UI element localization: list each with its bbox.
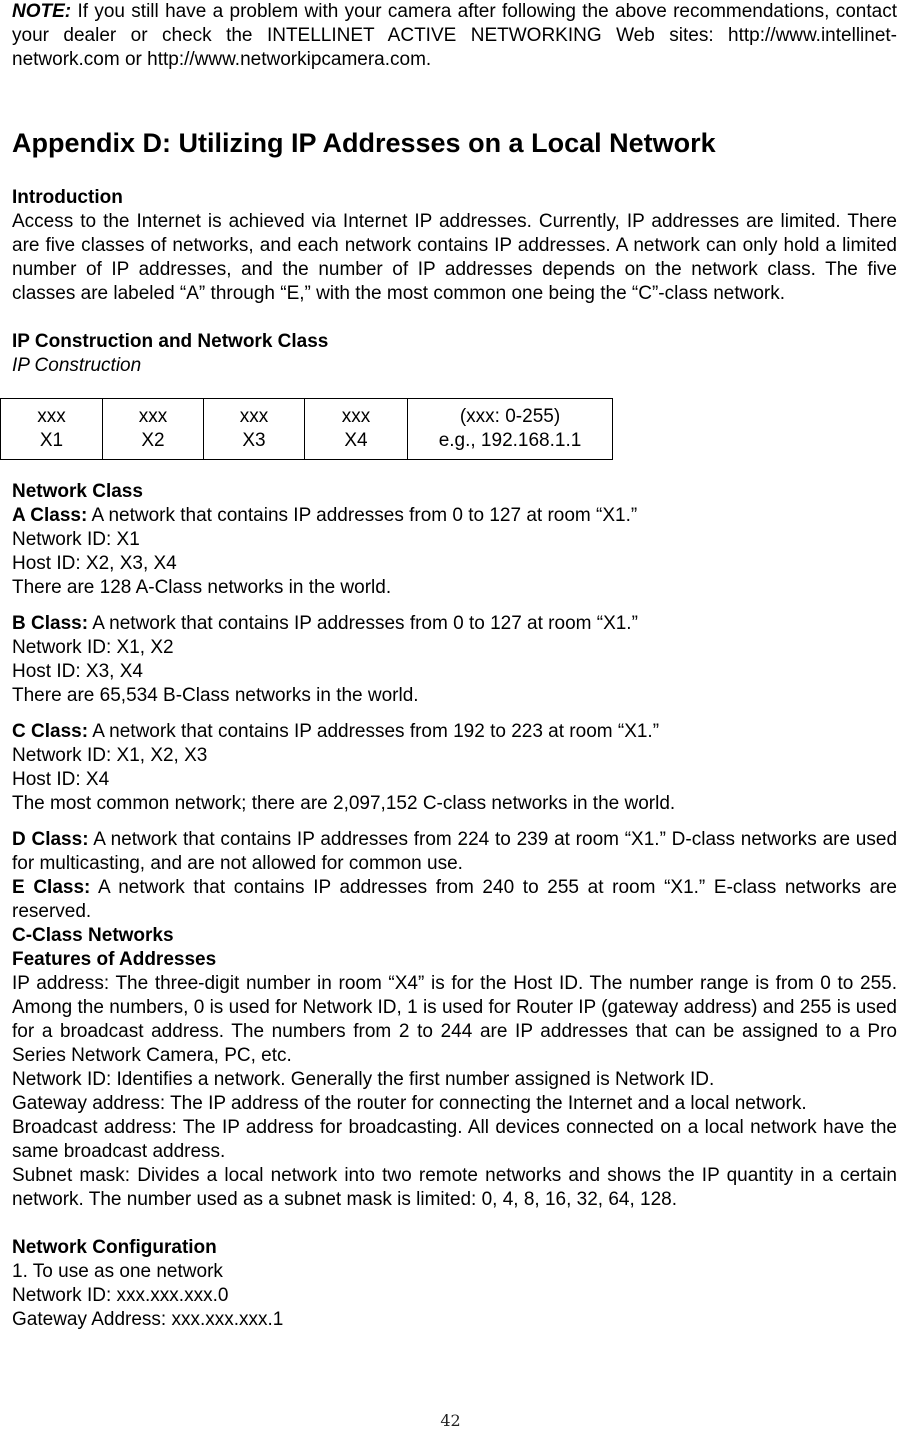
a-class-network-id: Network ID: X1 [12,529,140,550]
note-text: If you still have a problem with your camera after following the above recommendations, contact your dealer or check the INTELLINET ACTIVE NETWORKING Web sites: http://www.intellinet-network.com or http://www.networkipcamera.com. [12,1,897,70]
document-page [12,0,897,1332]
introduction-text: Access to the Internet is achieved via Internet IP addresses. Currently, IP addresses are limited. There are five classes of networks, and each network contains IP addresses. A network can only hold a limited number of IP addresses, and the number of IP addresses depends on the network class. The five classes are labeled “A” through “E,” with the most common one being the “C”-class network. [12,211,897,304]
cell-top: xxx [37,406,66,427]
network-class-heading: Network Class [12,481,143,502]
c-class-desc [12,720,897,744]
d-class-block [12,828,897,876]
ip-address-desc: IP address: The three-digit number in room “X4” is for the Host ID. The number range is from 0 to 255. Among the numbers, 0 is used for Network ID, 1 is used for Router IP (gateway address) and 255 is used for a broadcast address. The numbers from 2 to 244 are IP addresses that can be assigned to a Pro Series Network Camera, PC, etc. [12,973,897,1066]
cell-bottom: X3 [242,430,266,451]
ip-construction-subheading: IP Construction [12,355,142,376]
cell-bottom: X4 [344,430,368,451]
c-class-block [12,720,897,816]
c-class-networks-heading: C-Class Networks [12,925,174,946]
a-class-host-id: Host ID: X2, X3, X4 [12,553,177,574]
c-class-count: The most common network; there are 2,097,152 C-class networks in the world. [12,793,676,814]
features-heading: Features of Addresses [12,949,217,970]
a-class-count: There are 128 A-Class networks in the world. [12,577,392,598]
b-class-label: B Class: [12,613,89,634]
cell-bottom: X1 [39,430,64,451]
d-class-label: D Class: [12,829,89,850]
b-class-network-id: Network ID: X1, X2 [12,637,174,658]
table-cell-x2 [103,399,204,460]
b-class-host-id: Host ID: X3, X4 [12,661,143,682]
network-id-desc: Network ID: Identifies a network. Generally the first number assigned is Network ID. [12,1069,715,1090]
config-network-id: Network ID: xxx.xxx.xxx.0 [12,1285,229,1306]
b-class-count: There are 65,534 B-Class networks in the world. [12,685,419,706]
cell-bottom: e.g., 192.168.1.1 [438,430,582,451]
e-class-text: A network that contains IP addresses from 240 to 255 at room “X1.” E-class networks are reserved. [12,877,897,922]
cell-bottom: X2 [141,430,165,451]
cell-top: xxx [341,406,371,427]
config-gateway: Gateway Address: xxx.xxx.xxx.1 [12,1309,284,1330]
a-class-desc [12,504,897,528]
d-class-text: A network that contains IP addresses from 224 to 239 at room “X1.” D-class networks are used for multicasting, and are not allowed for common use. [12,829,898,874]
table-cell-x1 [1,399,103,460]
network-class-section [12,480,897,924]
b-class-text: A network that contains IP addresses from 0 to 127 at room “X1.” [88,613,638,634]
a-class-block [12,504,897,600]
table-cell-x4 [305,399,408,460]
introduction-section [12,186,897,306]
ip-construction-heading: IP Construction and Network Class [12,331,329,352]
page-number: 42 [440,1411,461,1430]
e-class-block [12,876,897,924]
c-class-host-id: Host ID: X4 [12,769,110,790]
b-class-desc [12,612,897,636]
network-configuration-heading: Network Configuration [12,1237,217,1258]
a-class-label: A Class: [12,505,88,526]
broadcast-desc: Broadcast address: The IP address for broadcasting. All devices connected on a local network have the same broadcast address. [12,1117,897,1162]
subnet-desc: Subnet mask: Divides a local network into two remote networks and shows the IP quantity in a certain network. The number used as a subnet mask is limited: 0, 4, 8, 16, 32, 64, 128. [12,1165,897,1210]
introduction-heading: Introduction [12,187,123,208]
a-class-text: A network that contains IP addresses from 0 to 127 at room “X1.” [87,505,638,526]
table-row [1,399,613,460]
cell-top: xxx [239,406,269,427]
network-configuration-section [12,1236,897,1332]
e-class-label: E Class: [12,877,91,898]
table-cell-range [408,399,613,460]
appendix-title: Appendix D: Utilizing IP Addresses on a Local Network [12,128,716,158]
gateway-desc: Gateway address: The IP address of the router for connecting the Internet and a local network. [12,1093,807,1114]
cell-top: xxx [138,406,168,427]
note-label: NOTE: [12,1,72,22]
cell-top: (xxx: 0-255) [459,406,561,427]
e-class-desc [12,876,897,924]
c-class-label: C Class: [12,721,89,742]
c-class-text: A network that contains IP addresses from 192 to 223 at room “X1.” [88,721,660,742]
ip-construction-table [0,398,613,460]
c-class-network-id: Network ID: X1, X2, X3 [12,745,208,766]
table-cell-x3 [204,399,305,460]
c-class-networks-section [12,924,897,1212]
note-paragraph [12,0,897,72]
config-item-1: 1. To use as one network [12,1261,223,1282]
b-class-block [12,612,897,708]
ip-construction-section [12,330,897,378]
d-class-desc [12,828,897,876]
